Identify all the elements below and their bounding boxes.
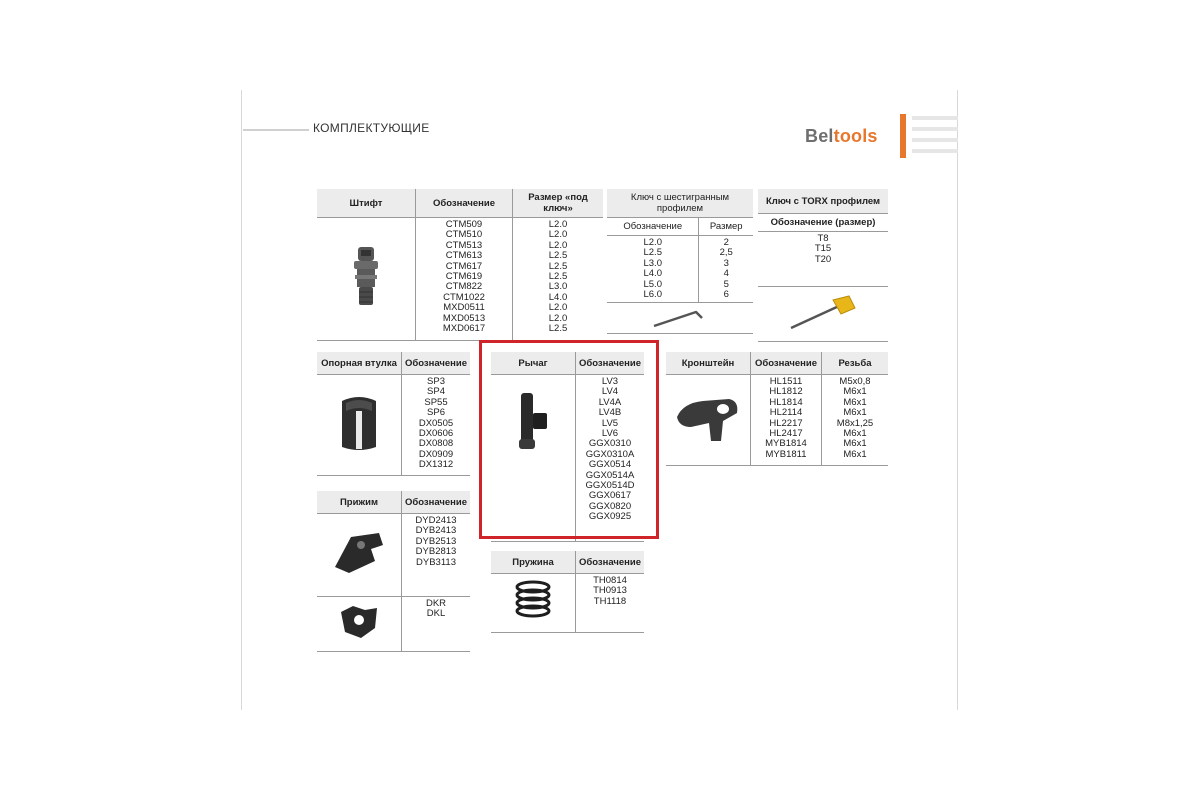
list-item: T20 (814, 253, 832, 265)
list-item: HL2114 (769, 407, 803, 419)
list-item: GGX0514 (588, 459, 632, 471)
list-item: L2.0 (643, 237, 662, 248)
list-item: LV4A (598, 396, 622, 408)
torx-image (758, 287, 888, 342)
pin-size-list (513, 218, 604, 341)
list-item: L3.0 (643, 257, 662, 269)
hexkey-header-code: Обозначение (607, 218, 699, 236)
list-item: L3.0 (548, 281, 568, 293)
sleeve-image (317, 375, 402, 476)
list-item: CTM509 (445, 219, 483, 230)
bracket-thread-list (822, 375, 889, 466)
list-item: DX0909 (418, 448, 454, 460)
list-item: CTM619 (445, 271, 483, 283)
list-item: M6x1 (843, 448, 867, 460)
list-item: L2.5 (548, 323, 568, 335)
clamp-image-a (317, 514, 402, 597)
hexkey-size-list (699, 236, 753, 303)
lever-header-name: Рычаг (491, 352, 576, 375)
list-item: HL2217 (769, 417, 803, 429)
pin-header-name: Штифт (317, 189, 416, 218)
list-item: CTM513 (445, 239, 483, 251)
clamp-image-b (317, 597, 402, 652)
list-item: LV6 (601, 428, 619, 440)
hexkey-header-size: Размер (699, 218, 753, 236)
brand-logo: Beltools (805, 126, 878, 146)
hex-key-icon (650, 306, 710, 328)
page-right-edge (957, 90, 958, 710)
list-item: L5.0 (643, 278, 662, 290)
list-item: 2 (723, 237, 729, 248)
bracket-code-list (751, 375, 822, 466)
list-item: T8 (817, 233, 829, 244)
list-item: CTM1022 (443, 291, 485, 303)
list-item: M6x1 (843, 438, 867, 450)
spring-header-code: Обозначение (576, 551, 645, 574)
bracket-icon (673, 391, 743, 445)
list-item: L2.0 (548, 239, 568, 251)
list-item: L2.0 (548, 312, 568, 324)
list-item: TH1118 (593, 595, 627, 607)
list-item: M5x0,8 (839, 376, 871, 387)
clamp-header-code: Обозначение (402, 491, 471, 514)
list-item: M6x1 (843, 428, 867, 440)
list-item: LV4B (598, 407, 622, 419)
list-item: TH0814 (593, 575, 627, 586)
bracket-header-thread: Резьба (822, 352, 889, 375)
list-item: DYB2813 (415, 546, 457, 558)
list-item: CTM613 (445, 250, 483, 262)
list-item: DKL (426, 608, 446, 620)
hexkey-image (607, 303, 753, 334)
list-item: 2,5 (719, 247, 733, 259)
list-item: M8x1,25 (836, 417, 874, 429)
pin-code-list (416, 218, 513, 341)
sleeve-code-list (402, 375, 471, 476)
list-item: LV4 (601, 386, 619, 398)
torx-key-icon (783, 292, 863, 332)
hexkey-table (607, 189, 753, 334)
bracket-header-name: Кронштейн (666, 352, 751, 375)
support-sleeve-icon (334, 391, 384, 455)
list-item: MXD0617 (442, 323, 486, 335)
pin-image (317, 218, 416, 341)
list-item: L6.0 (643, 289, 662, 301)
list-item: SP3 (427, 376, 445, 387)
clamp-small-icon (337, 602, 381, 642)
spring-icon (511, 579, 555, 623)
list-item: L2.0 (548, 302, 568, 314)
spring-table (491, 551, 644, 633)
pin-icon (346, 245, 386, 309)
sleeve-header-code: Обозначение (402, 352, 471, 375)
section-title: КОМПЛЕКТУЮЩИЕ (313, 121, 430, 135)
list-item: LV5 (601, 417, 619, 429)
list-item: GGX0925 (588, 511, 632, 523)
pin-header-size: Размер «под ключ» (513, 189, 604, 218)
list-item: DYB3113 (416, 556, 456, 568)
clamp-table (317, 491, 470, 652)
list-item: MXD0511 (443, 302, 485, 314)
list-item: M6x1 (843, 386, 867, 398)
logo-stripe (912, 127, 958, 131)
list-item: DYB2513 (415, 535, 457, 547)
clamp-icon (331, 527, 387, 579)
list-item: GGX0310 (588, 438, 632, 450)
list-item: T15 (814, 243, 832, 255)
hexkey-code-list (607, 236, 699, 303)
list-item: SP55 (424, 396, 448, 408)
hexkey-header-title: Ключ с шестигранным профилем (607, 189, 753, 218)
list-item: HL1511 (769, 376, 803, 387)
list-item: 6 (723, 289, 729, 301)
header-rule (243, 129, 309, 131)
list-item: GGX0820 (588, 500, 632, 512)
clamp-header-name: Прижим (317, 491, 402, 514)
list-item: GGX0617 (588, 490, 632, 502)
spring-image (491, 574, 576, 633)
list-item: L2.0 (548, 219, 568, 230)
lever-highlight-frame (479, 340, 659, 539)
list-item: DYD2413 (415, 515, 457, 526)
sleeve-table (317, 352, 470, 476)
list-item: HL2417 (769, 428, 803, 440)
list-item: M6x1 (843, 396, 867, 408)
list-item: L2.5 (548, 271, 568, 283)
list-item: CTM510 (445, 229, 483, 241)
list-item: CTM822 (445, 281, 483, 293)
clamp-code-list-a (402, 514, 471, 597)
logo-stripe (912, 138, 958, 142)
list-item: HL1814 (769, 396, 803, 408)
list-item: MYB1814 (765, 438, 807, 450)
list-item: DX1312 (418, 459, 454, 471)
list-item: DX0505 (418, 417, 454, 429)
logo-stripe (912, 149, 958, 153)
list-item: L4.0 (548, 291, 568, 303)
bracket-image (666, 375, 751, 466)
list-item: MYB1811 (765, 448, 807, 460)
pin-header-code: Обозначение (416, 189, 513, 218)
list-item: DKR (425, 598, 447, 609)
list-item: L2.5 (548, 250, 568, 262)
sleeve-header-name: Опорная втулка (317, 352, 402, 375)
page-left-edge (241, 90, 242, 710)
list-item: GGX0310A (585, 448, 635, 460)
list-item: LV3 (601, 376, 619, 387)
torx-table (758, 189, 888, 342)
list-item: GGX0514A (585, 469, 635, 481)
torx-header-title: Ключ с TORX профилем (758, 189, 888, 214)
list-item: L2.5 (548, 260, 568, 272)
torx-header-code: Обозначение (размер) (758, 214, 888, 232)
bracket-table (666, 352, 888, 466)
list-item: TH0913 (593, 585, 627, 597)
list-item: HL1812 (769, 386, 803, 398)
list-item: 3 (723, 257, 729, 269)
list-item: 4 (723, 268, 729, 280)
pin-table (317, 189, 603, 341)
list-item: L2.5 (643, 247, 662, 259)
list-item: MXD0513 (442, 312, 486, 324)
torx-code-list (758, 232, 888, 287)
clamp-code-list-b (402, 597, 471, 652)
list-item: M6x1 (843, 407, 867, 419)
list-item: DYB2413 (415, 525, 457, 537)
spring-code-list (576, 574, 645, 633)
list-item: 5 (723, 278, 729, 290)
list-item: DX0808 (418, 438, 454, 450)
list-item: L4.0 (643, 268, 662, 280)
list-item: SP6 (427, 407, 445, 419)
list-item: CTM617 (445, 260, 483, 272)
list-item: DX0606 (418, 428, 454, 440)
list-item: L2.0 (548, 229, 568, 241)
bracket-header-code: Обозначение (751, 352, 822, 375)
lever-header-code: Обозначение (576, 352, 645, 375)
logo-accent-bar (900, 114, 906, 158)
list-item: SP4 (427, 386, 445, 398)
logo-stripe (912, 116, 958, 120)
list-item: GGX0514D (585, 480, 635, 492)
spring-header-name: Пружина (491, 551, 576, 574)
